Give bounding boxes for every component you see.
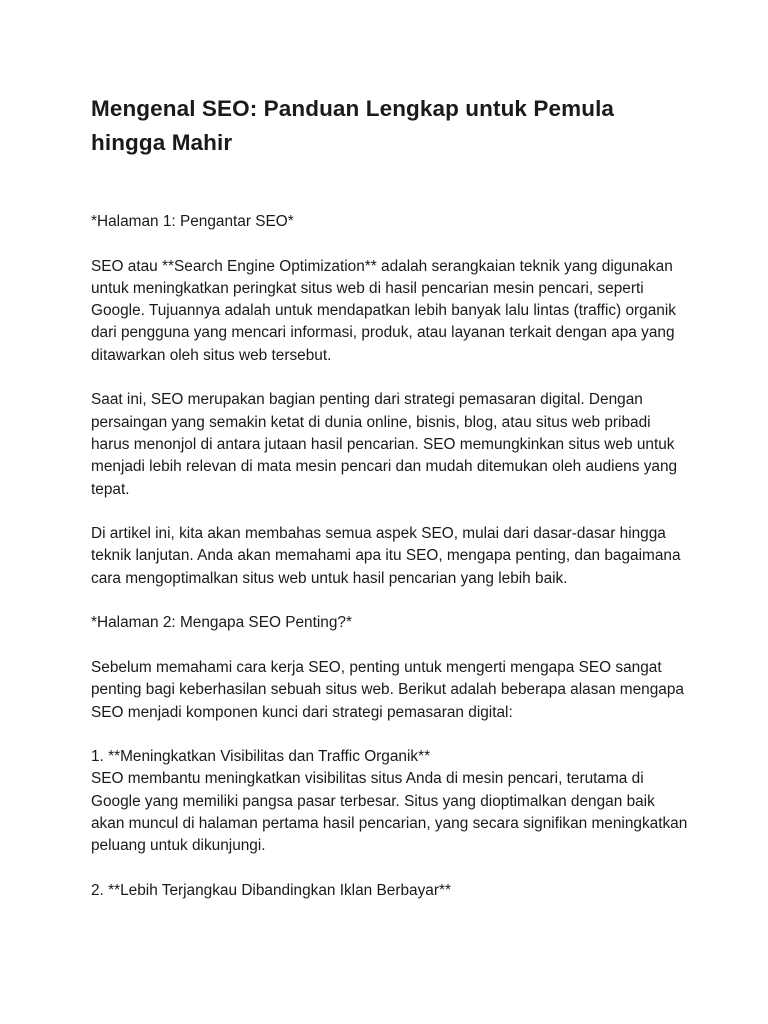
spacer — [91, 635, 691, 657]
paragraph-article-overview: Di artikel ini, kita akan membahas semua aspek SEO, mulai dari dasar-dasar hingga teknik lanjutan. Anda akan memahami apa itu SEO, mengapa penting, dan bagaimana cara mengoptimalkan situs web untuk hasil pencarian yang lebih baik. — [91, 525, 681, 587]
document-title: Mengenal SEO: Panduan Lengkap untuk Pemula hingga Mahir — [91, 96, 615, 155]
spacer — [91, 233, 691, 255]
spacer — [91, 367, 691, 389]
list-item-heading-1: 1. **Meningkatkan Visibilitas dan Traffic Organik** — [91, 748, 431, 766]
spacer — [91, 590, 691, 612]
section-heading-page-1: *Halaman 1: Pengantar SEO* — [91, 213, 294, 230]
section-heading-page-2: *Halaman 2: Mengapa SEO Penting?* — [91, 614, 352, 632]
paragraph-seo-definition: SEO atau **Search Engine Optimization** adalah serangkaian teknik yang digunakan untuk meningkatkan peringkat situs web di hasil pencarian mesin pencari, seperti Google. Tujuannya adalah untuk mendapatkan lebih banyak lalu lintas (traffic) organik dari pengguna yang mencari informasi, produk, atau layanan terkait dengan apa yang ditawarkan oleh situs web tersebut. — [91, 257, 676, 364]
list-item-heading-2: 2. **Lebih Terjangkau Dibandingkan Iklan Berbayar** — [91, 881, 451, 899]
spacer — [91, 160, 691, 211]
paragraph-why-seo-intro: Sebelum memahami cara kerja SEO, penting untuk mengerti mengapa SEO sangat penting bagi keberhasilan sebuah situs web. Berikut adalah beberapa alasan mengapa SEO menjadi komponen kunci dari strategi pemasaran digital: — [91, 658, 684, 721]
spacer — [91, 724, 691, 746]
spacer — [91, 858, 691, 880]
spacer — [91, 501, 691, 523]
document-page — [91, 92, 691, 902]
list-item-body-1: SEO membantu meningkatkan visibilitas situs Anda di mesin pencari, terutama di Google yang memiliki pangsa pasar terbesar. Situs yang dioptimalkan dengan baik akan muncul di halaman pertama hasil pencarian, yang secara signifikan meningkatkan peluang untuk dikunjungi. — [91, 770, 688, 855]
paragraph-seo-importance-today: Saat ini, SEO merupakan bagian penting dari strategi pemasaran digital. Dengan persaingan yang semakin ketat di dunia online, bisnis, blog, atau situs web pribadi harus menonjol di antara jutaan hasil pencarian. SEO memungkinkan situs web untuk menjadi lebih relevan di mata mesin pencari dan mudah ditemukan oleh audiens yang tepat. — [91, 391, 678, 498]
